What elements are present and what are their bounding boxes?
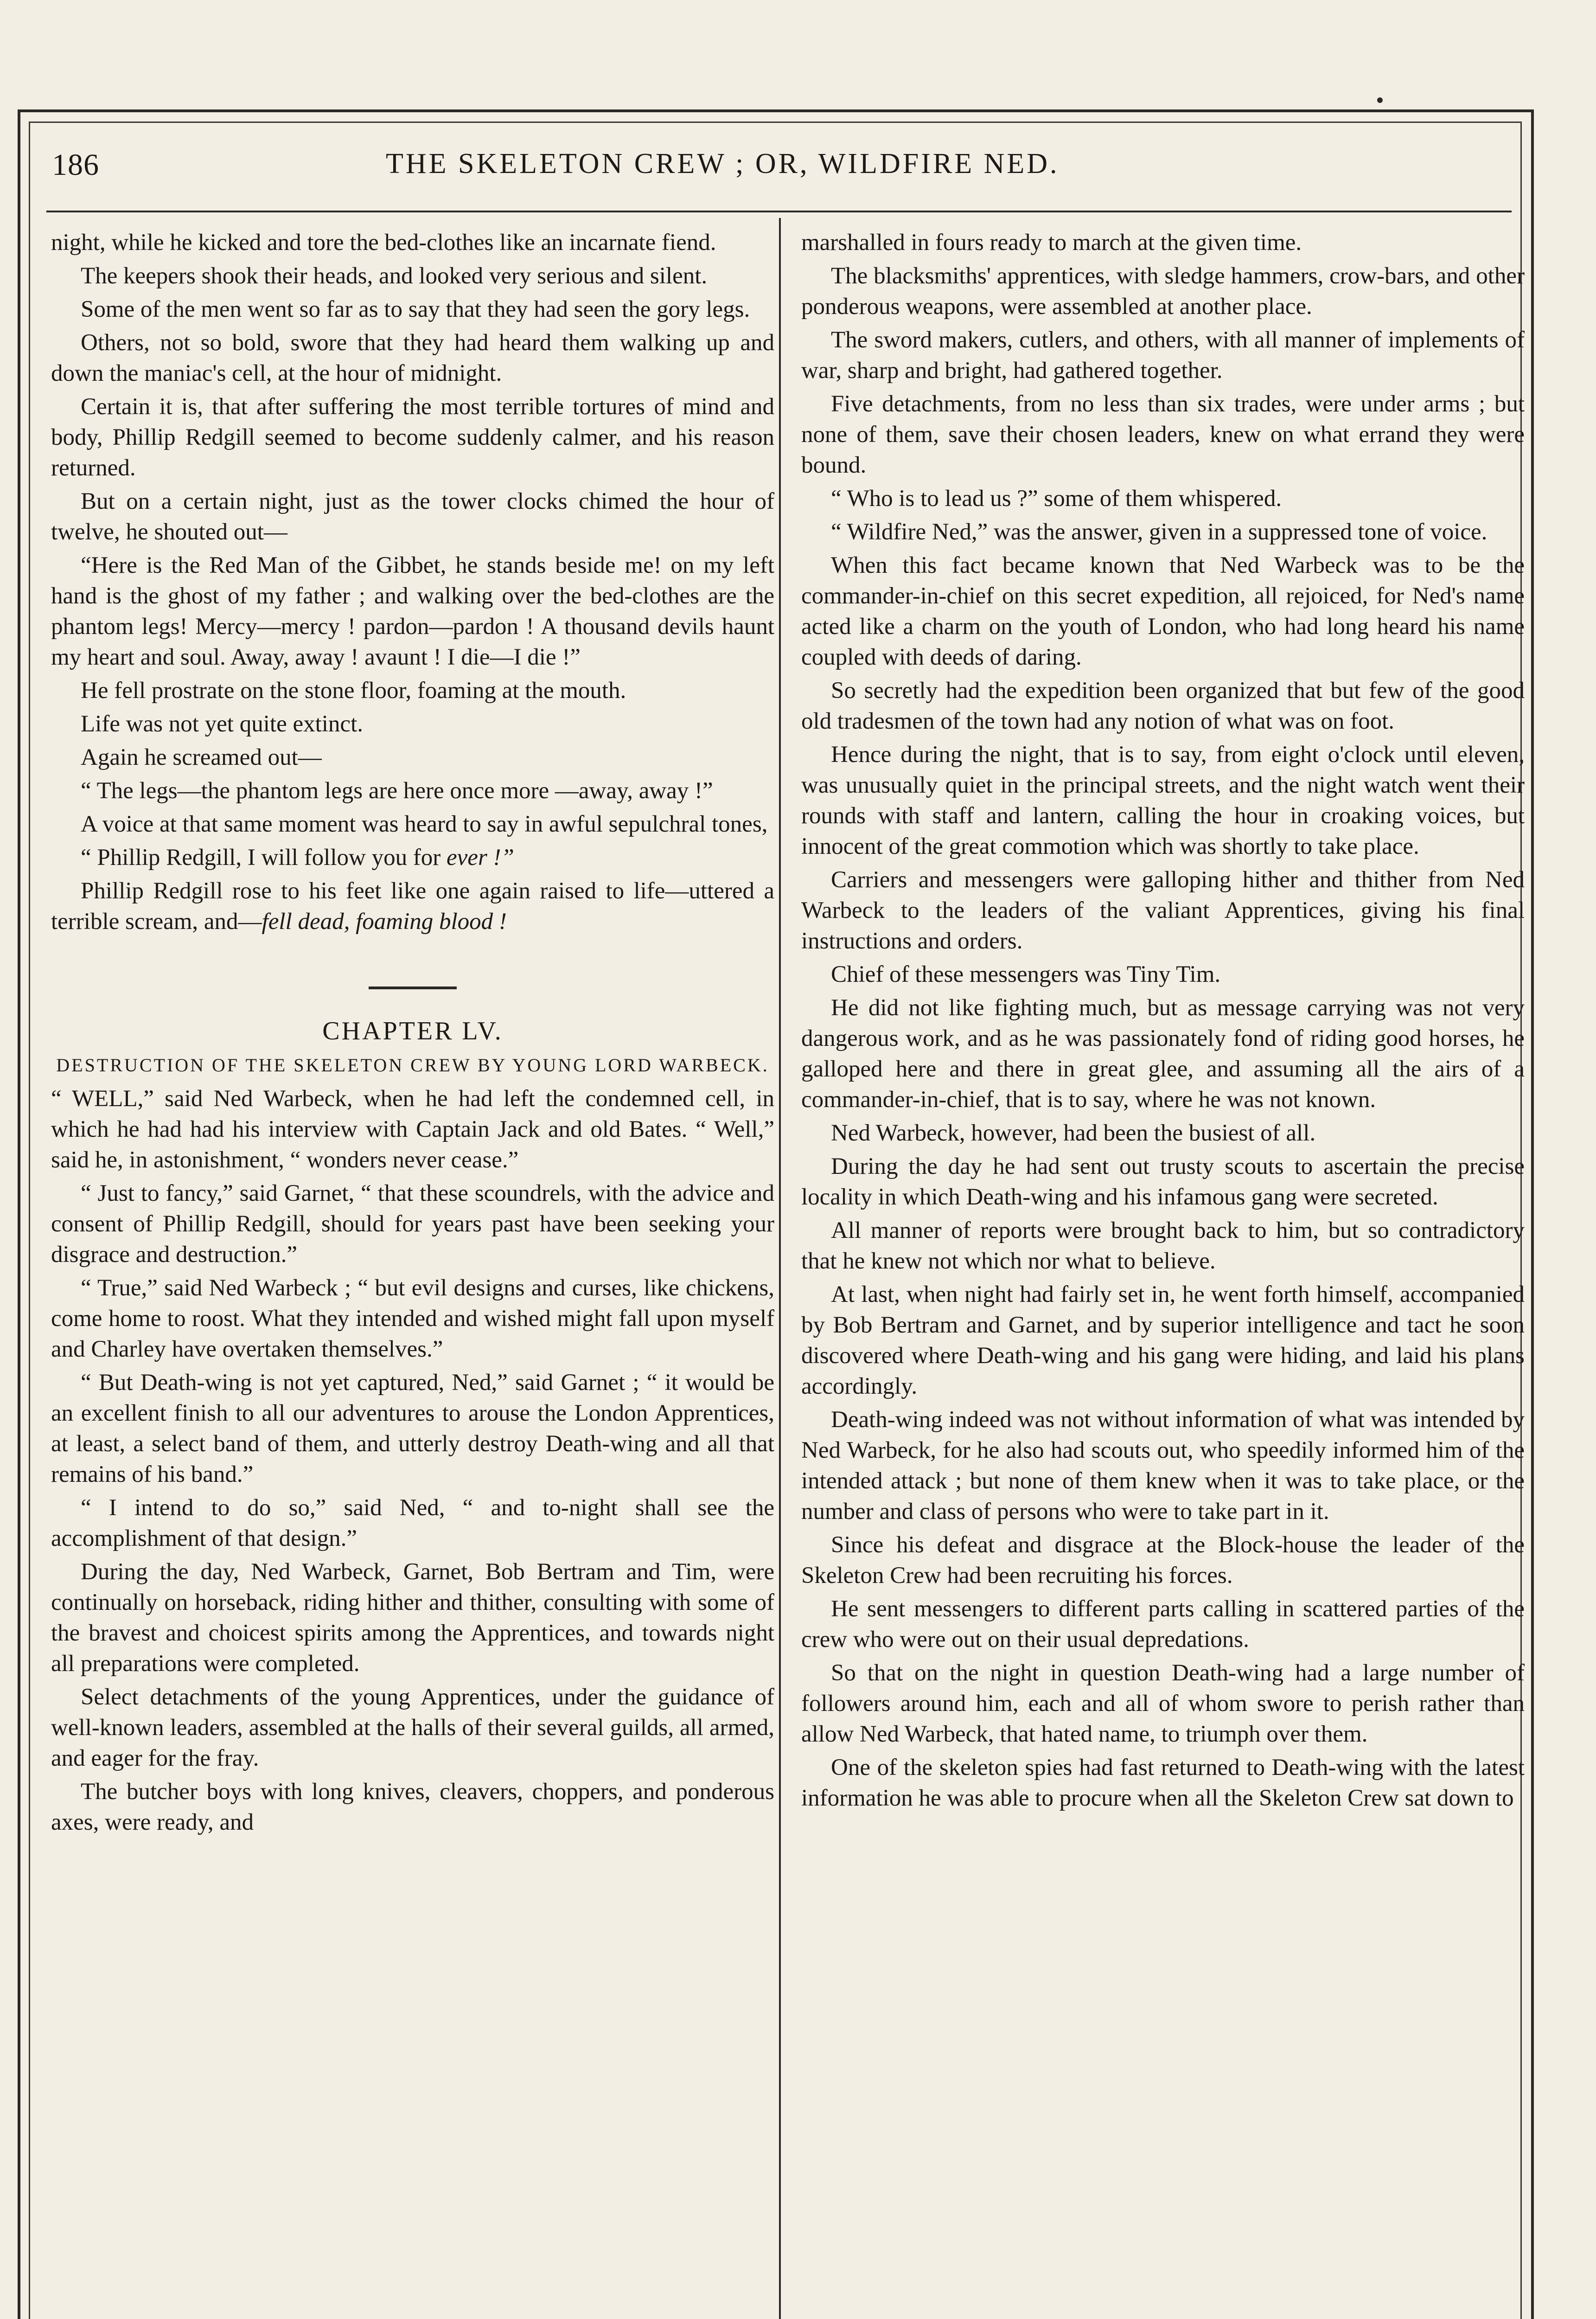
paragraph: “ True,” said Ned Warbeck ; “ but evil designs and curses, like chickens, come home to roost. What they intended and wished might fall upon myself and Charley have overtaken themselves.”	[51, 1275, 774, 1362]
paragraph: Ned Warbeck, however, had been the busiest of all.	[831, 1120, 1316, 1146]
paragraph: Others, not so bold, swore that they had heard them walking up and down the maniac's cell, at the hour of midnight.	[51, 330, 774, 386]
paragraph: He did not like fighting much, but as message carrying was not very dangerous work, and as he was passionately fond of riding good horses, he galloped here and there in great glee, and assuming all the airs of a commander-in-chief, that is to say, where he was not known.	[801, 995, 1525, 1113]
paragraph: Again he screamed out—	[81, 744, 322, 770]
right-column	[801, 227, 1525, 2319]
running-title: THE SKELETON CREW ; OR, WILDFIRE NED.	[386, 148, 1060, 179]
paragraph: The blacksmiths' apprentices, with sledge hammers, crow-bars, and other ponderous weapons, were assembled at another place.	[801, 263, 1525, 320]
paragraph: One of the skeleton spies had fast returned to Death-wing with the latest information he was able to procure when all the Skeleton Crew sat down to	[801, 1755, 1525, 1811]
section-divider	[51, 967, 774, 997]
paragraph: Select detachments of the young Apprentices, under the guidance of well-known leaders, assembled at the halls of their several guilds, all armed, and eager for the fray.	[51, 1684, 774, 1771]
column-divider	[779, 218, 781, 2319]
chapter-title: CHAPTER LV.	[322, 1017, 503, 1045]
paragraph: Hence during the night, that is to say, from eight o'clock until eleven, was unusually quiet in the principal streets, and the night watch went their rounds with staff and lantern, calling the hour in croaking voices, but innocent of the great commotion which was shortly to take place.	[801, 742, 1525, 859]
paragraph: “ The legs—the phantom legs are here once more —away, away !”	[81, 778, 713, 804]
paragraph: Carriers and messengers were galloping hither and thither from Ned Warbeck to the leaders of the valiant Apprentices, giving his final instructions and orders.	[801, 867, 1525, 954]
paragraph: A voice at that same moment was heard to say in awful sepulchral tones,	[81, 811, 768, 837]
paragraph	[51, 842, 774, 873]
ink-dot	[1377, 97, 1383, 103]
paragraph: “ Who is to lead us ?” some of them whispered.	[831, 486, 1282, 512]
paragraph: Life was not yet quite extinct.	[81, 711, 363, 737]
paragraph: “Here is the Red Man of the Gibbet, he stands beside me! on my left hand is the ghost of my father ; and walking over the bed-clothes are the phantom legs! Mercy—mercy ! pardon—pardon ! A thousand devils haunt my heart and soul. Away, away ! avaunt ! I die—I die !”	[51, 552, 774, 670]
paragraph: During the day he had sent out trusty scouts to ascertain the precise locality in which Death-wing and his infamous gang were secreted.	[801, 1153, 1525, 1210]
paragraph: “ Wildfire Ned,” was the answer, given in a suppressed tone of voice.	[831, 519, 1487, 545]
paragraph	[51, 876, 774, 937]
paragraph: “ Just to fancy,” said Garnet, “ that these scoundrels, with the advice and consent of Phillip Redgill, should for years past have been seeking your disgrace and destruction.”	[51, 1180, 774, 1268]
paragraph: “ WELL,” said Ned Warbeck, when he had left the condemned cell, in which he had had his interview with Captain Jack and old Bates. “ Well,” said he, in astonishment, “ wonders never cease.”	[51, 1086, 774, 1173]
left-column	[51, 227, 774, 2319]
paragraph-text: Phillip Redgill rose to his feet like one again raised to life—uttered a terrible scream, and—	[51, 878, 774, 935]
quote-text: “ Phillip Redgill, I will follow you for	[81, 845, 447, 871]
paragraph: During the day, Ned Warbeck, Garnet, Bob Bertram and Tim, were continually on horseback, riding hither and thither, consulting with some of the bravest and choicest spirits among the Apprentices, and towards night all preparations were completed.	[51, 1559, 774, 1677]
paragraph: But on a certain night, just as the tower clocks chimed the hour of twelve, he shouted out—	[51, 488, 774, 545]
paragraph: So that on the night in question Death-wing had a large number of followers around him, each and all of whom swore to perish rather than allow Ned Warbeck, that hated name, to triumph over them.	[801, 1660, 1525, 1747]
paragraph: The keepers shook their heads, and looked very serious and silent.	[81, 263, 708, 289]
paragraph: So secretly had the expedition been organized that but few of the good old tradesmen of the town had any notion of what was on foot.	[801, 678, 1525, 734]
paragraph: At last, when night had fairly set in, he went forth himself, accompanied by Bob Bertram and Garnet, and by superior intelligence and tact he soon discovered where Death-wing and his gang were hiding, and laid his plans accordingly.	[801, 1281, 1525, 1399]
paragraph: All manner of reports were brought back to him, but so contradictory that he knew not which nor what to believe.	[801, 1217, 1525, 1274]
paragraph: Certain it is, that after suffering the most terrible tortures of mind and body, Phillip Redgill seemed to become suddenly calmer, and his reason returned.	[51, 394, 774, 481]
page-number: 186	[52, 148, 99, 182]
paragraph: marshalled in fours ready to march at the given time.	[801, 230, 1302, 256]
paragraph: Some of the men went so far as to say that they had seen the gory legs.	[81, 296, 750, 322]
paragraph-italic: fell dead, foaming blood !	[262, 909, 507, 935]
paragraph: He sent messengers to different parts calling in scattered parties of the crew who were out on their usual depredations.	[801, 1596, 1525, 1653]
paragraph: Death-wing indeed was not without information of what was intended by Ned Warbeck, for he also had scouts out, who speedily informed him of the intended attack ; but none of them knew when it was to take place, or the number and class of persons who were to take part in it.	[801, 1407, 1525, 1525]
paragraph: “ I intend to do so,” said Ned, “ and to-night shall see the accomplishment of that design.”	[51, 1495, 774, 1551]
paragraph: night, while he kicked and tore the bed-clothes like an incarnate fiend.	[51, 230, 716, 256]
page-header	[52, 147, 1508, 185]
quote-italic: ever !”	[447, 845, 514, 871]
paragraph: The butcher boys with long knives, cleavers, choppers, and ponderous axes, were ready, and	[51, 1779, 774, 1835]
paragraph: He fell prostrate on the stone floor, foaming at the mouth.	[81, 678, 626, 704]
paragraph: Since his defeat and disgrace at the Block-house the leader of the Skeleton Crew had been recruiting his forces.	[801, 1532, 1525, 1589]
paragraph: The sword makers, cutlers, and others, with all manner of implements of war, sharp and bright, had gathered together.	[801, 327, 1525, 384]
paragraph: “ But Death-wing is not yet captured, Ned,” said Garnet ; “ it would be an excellent finish to all our adventures to arouse the London Apprentices, at least, a select band of them, and utterly destroy Death-wing and all that remains of his band.”	[51, 1370, 774, 1487]
paragraph: Five detachments, from no less than six trades, were under arms ; but none of them, save their chosen leaders, knew on what errand they were bound.	[801, 391, 1525, 478]
header-rule	[46, 211, 1512, 212]
paragraph: Chief of these messengers was Tiny Tim.	[831, 961, 1221, 987]
paragraph: When this fact became known that Ned Warbeck was to be the commander-in-chief on this secret expedition, all rejoiced, for Ned's name acted like a charm on the youth of London, who had long heard his name coupled with deeds of daring.	[801, 552, 1525, 670]
chapter-subtitle: DESTRUCTION OF THE SKELETON CREW BY YOUNG LORD WARBECK.	[56, 1055, 769, 1076]
